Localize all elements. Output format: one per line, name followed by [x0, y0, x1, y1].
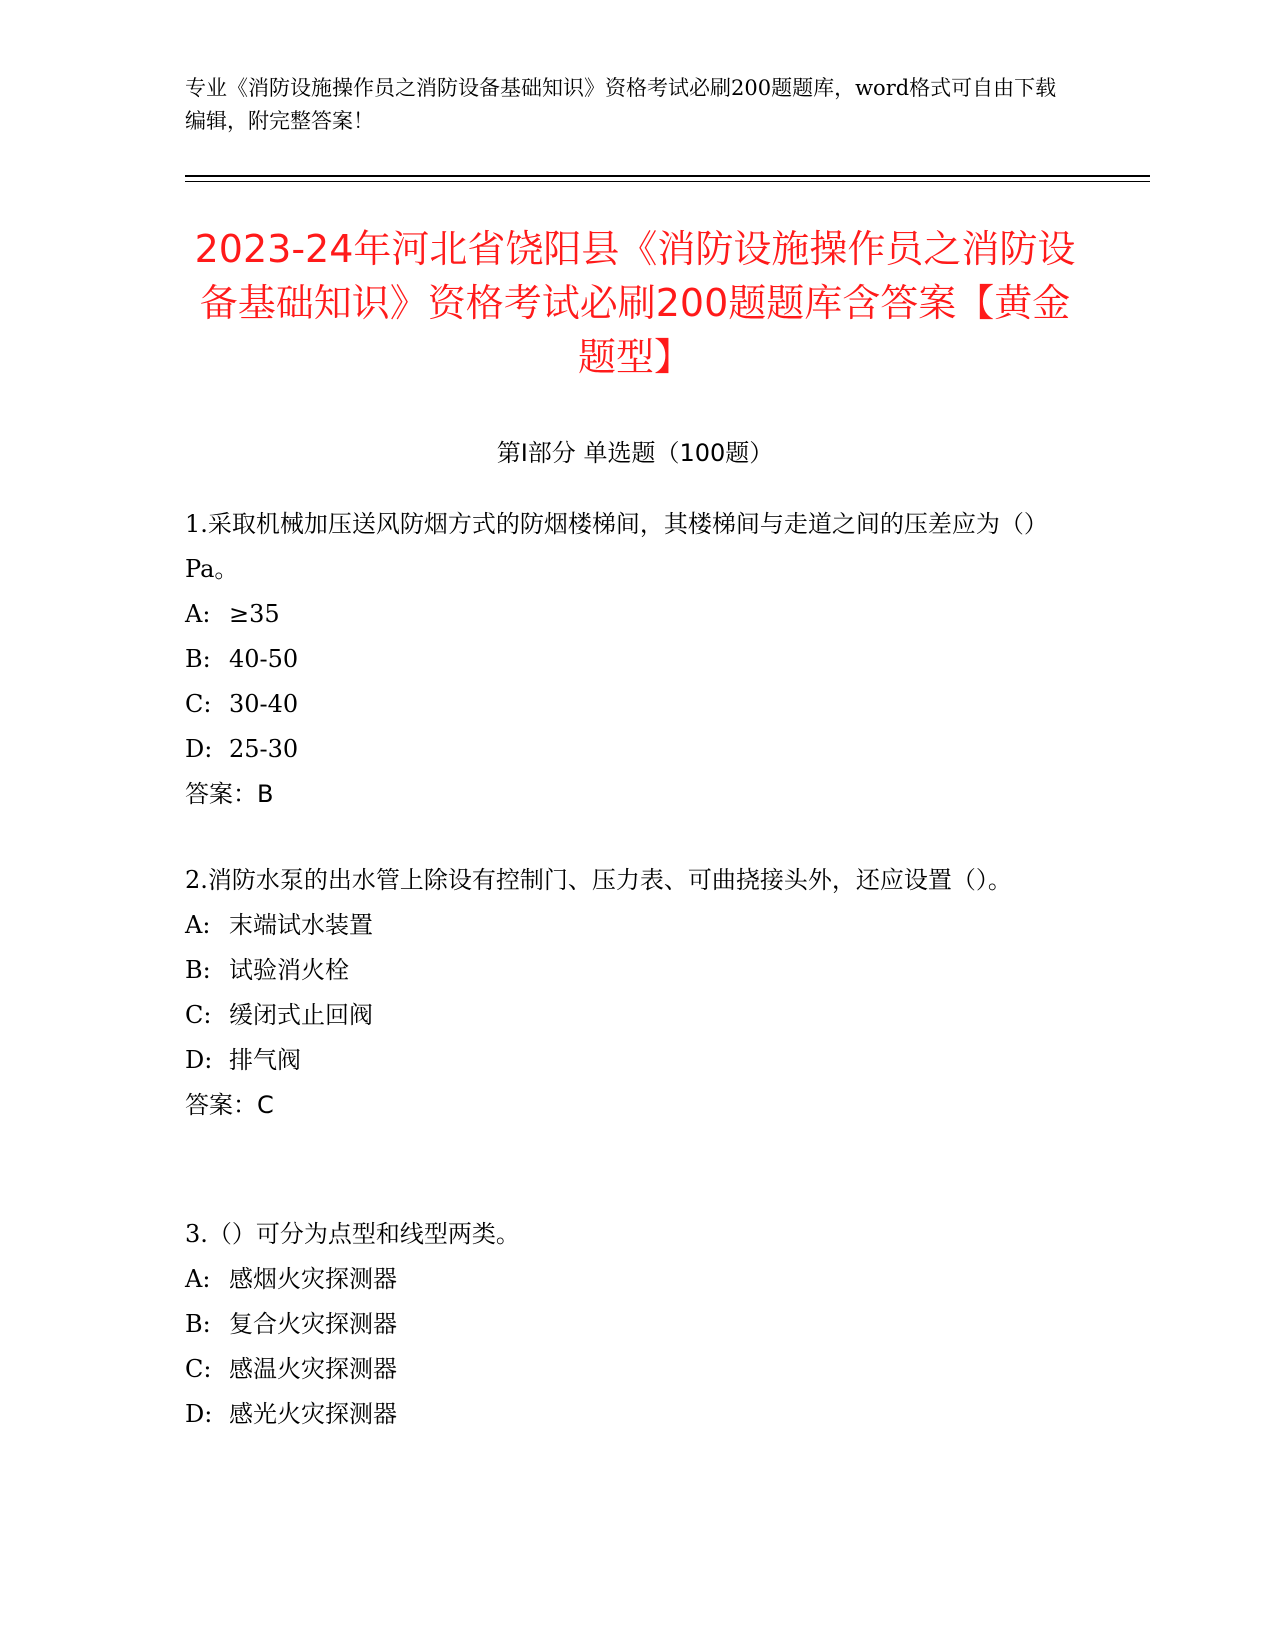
- option-text: 25-30: [229, 735, 299, 763]
- option-text: 感温火灾探测器: [229, 1355, 397, 1383]
- option-key: B:: [185, 1310, 211, 1338]
- option-c: [185, 993, 1065, 1038]
- option-key: D:: [185, 735, 213, 763]
- option-key: D:: [185, 1046, 213, 1074]
- option-key: A:: [185, 1265, 211, 1293]
- option-text: 感光火灾探测器: [229, 1400, 397, 1428]
- option-text: 末端试水装置: [229, 911, 373, 939]
- option-a: [185, 1257, 1065, 1302]
- option-b: [185, 948, 1065, 993]
- option-b: [185, 1302, 1065, 1347]
- option-b: [185, 637, 1065, 682]
- question-stem: 2.消防水泵的出水管上除设有控制门、压力表、可曲挠接头外，还应设置（）。: [185, 866, 1012, 894]
- option-key: B:: [185, 956, 211, 984]
- option-text: ≥35: [229, 600, 280, 628]
- header-note: 专业《消防设施操作员之消防设备基础知识》资格考试必刷200题题库，word格式可自由下载编辑，附完整答案！: [185, 76, 1057, 133]
- answer-line: 答案：C: [185, 1091, 274, 1119]
- question-2: [185, 858, 1065, 1128]
- option-text: 缓闭式止回阀: [229, 1001, 373, 1029]
- header-divider-thin: [185, 181, 1150, 182]
- question-stem: 1.采取机械加压送风防烟方式的防烟楼梯间，其楼梯间与走道之间的压差应为（）Pa。: [185, 510, 1048, 583]
- option-a: [185, 903, 1065, 948]
- option-key: C:: [185, 1355, 212, 1383]
- option-text: 40-50: [229, 645, 299, 673]
- question-stem: 3.（）可分为点型和线型两类。: [185, 1220, 520, 1248]
- option-key: A:: [185, 911, 211, 939]
- option-a: [185, 592, 1065, 637]
- document-title: 2023-24年河北省饶阳县《消防设施操作员之消防设备基础知识》资格考试必刷200题题库含答案【黄金题型】: [194, 227, 1076, 379]
- option-d: [185, 1392, 1065, 1437]
- option-key: D:: [185, 1400, 213, 1428]
- option-text: 30-40: [229, 690, 299, 718]
- question-3: [185, 1212, 1065, 1437]
- option-text: 感烟火灾探测器: [229, 1265, 397, 1293]
- option-d: [185, 1038, 1065, 1083]
- option-text: 试验消火栓: [229, 956, 349, 984]
- section-heading: 第I部分 单选题（100题）: [496, 439, 774, 467]
- option-text: 复合火灾探测器: [229, 1310, 397, 1338]
- option-key: C:: [185, 1001, 212, 1029]
- question-1: [185, 502, 1065, 817]
- option-key: A:: [185, 600, 211, 628]
- option-d: [185, 727, 1065, 772]
- option-key: B:: [185, 645, 211, 673]
- option-key: C:: [185, 690, 212, 718]
- option-c: [185, 682, 1065, 727]
- answer-line: 答案：B: [185, 780, 274, 808]
- option-text: 排气阀: [229, 1046, 301, 1074]
- option-c: [185, 1347, 1065, 1392]
- header-divider-thick: [185, 175, 1150, 177]
